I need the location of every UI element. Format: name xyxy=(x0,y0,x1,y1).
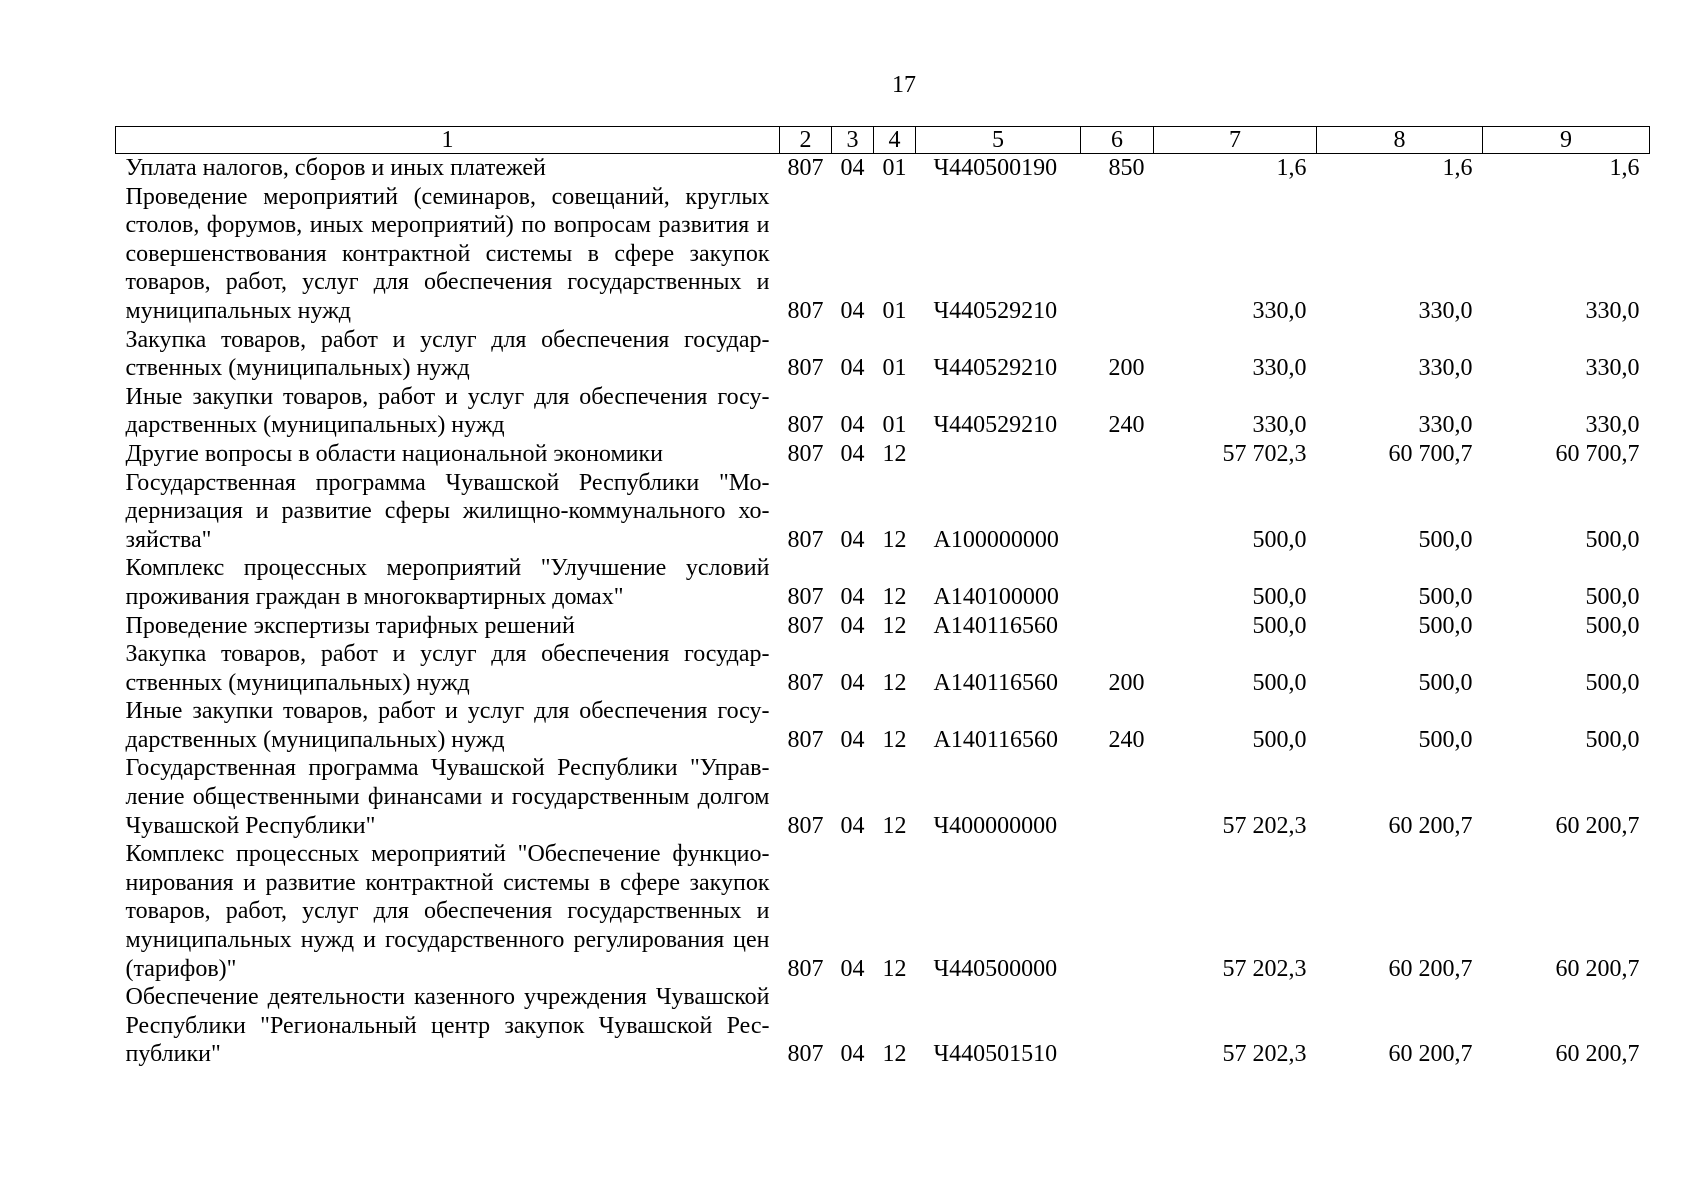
row-name: Уплата налогов, сборов и иных платежей xyxy=(125,155,546,181)
row-amount-col9: 330,0 xyxy=(1585,412,1640,439)
row-amount-col8: 330,0 xyxy=(1418,297,1473,324)
page-number: 17 xyxy=(892,72,916,98)
row-pr-code: 01 xyxy=(882,297,907,324)
row-rz-code: 04 xyxy=(840,355,865,382)
row-gr-code: 807 xyxy=(787,1041,824,1068)
row-target-code xyxy=(916,440,1081,469)
row-pr-code: 12 xyxy=(882,583,907,610)
row-gr-code: 807 xyxy=(787,155,824,181)
column-header: 1 xyxy=(116,127,780,154)
row-amount-col7: 57 202,3 xyxy=(1222,955,1307,982)
row-gr-code: 807 xyxy=(787,726,824,753)
table-row xyxy=(116,840,1650,983)
row-pr-code: 12 xyxy=(882,440,907,467)
row-expense-type-code: 240 xyxy=(1108,726,1145,753)
row-amount-col7: 330,0 xyxy=(1252,355,1307,382)
row-expense-type-code xyxy=(1081,612,1154,641)
row-name: Комплекс процессных мероприятий "Улучшение условий проживания граждан в многоквартирных домах" xyxy=(125,555,770,610)
row-expense-type-code: 200 xyxy=(1108,669,1145,696)
table-row xyxy=(116,183,1650,326)
row-target-code: А140100000 xyxy=(933,583,1059,610)
row-gr-code: 807 xyxy=(787,583,824,610)
row-rz-code: 04 xyxy=(840,297,865,324)
row-expense-type-code xyxy=(1081,840,1154,983)
row-target-code: Ч440501510 xyxy=(933,1041,1058,1068)
row-amount-col9: 500,0 xyxy=(1585,583,1640,610)
row-name: Закупка товаров, работ и услуг для обеспечения государственных (муниципальных) нужд xyxy=(125,641,770,696)
row-expense-type-code xyxy=(1081,754,1154,840)
row-name: Государственная программа Чувашской Республики "Модернизация и развитие сферы жилищно-коммунального хозяйства" xyxy=(125,469,770,553)
table-row xyxy=(116,612,1650,641)
row-rz-code: 04 xyxy=(840,583,865,610)
row-pr-code: 12 xyxy=(882,812,907,839)
row-amount-col8: 500,0 xyxy=(1418,612,1473,639)
row-amount-col8: 60 200,7 xyxy=(1388,1041,1473,1068)
row-gr-code: 807 xyxy=(787,297,824,324)
row-rz-code: 04 xyxy=(840,955,865,982)
row-amount-col7: 57 202,3 xyxy=(1222,1041,1307,1068)
row-name: Закупка товаров, работ и услуг для обеспечения государственных (муниципальных) нужд xyxy=(125,326,770,382)
row-amount-col8: 500,0 xyxy=(1418,726,1473,753)
column-header: 6 xyxy=(1081,127,1154,154)
row-amount-col9: 60 200,7 xyxy=(1555,955,1640,982)
row-expense-type-code xyxy=(1081,469,1154,555)
table-row xyxy=(116,640,1650,697)
row-gr-code: 807 xyxy=(787,526,824,553)
row-gr-code: 807 xyxy=(787,412,824,439)
row-amount-col9: 60 700,7 xyxy=(1555,440,1640,467)
table-row xyxy=(116,154,1650,183)
row-rz-code: 04 xyxy=(840,1041,865,1068)
row-amount-col8: 60 200,7 xyxy=(1388,812,1473,839)
row-rz-code: 04 xyxy=(840,155,865,181)
column-header: 7 xyxy=(1154,127,1317,154)
row-gr-code: 807 xyxy=(787,440,824,467)
row-amount-col9: 60 200,7 xyxy=(1555,812,1640,839)
row-expense-type-code xyxy=(1081,554,1154,611)
table-row xyxy=(116,554,1650,611)
row-name: Государственная программа Чувашской Республики "Управление общественными финансами и государственным долгом Чувашской Республики" xyxy=(125,755,770,839)
row-gr-code: 807 xyxy=(787,812,824,839)
row-amount-col9: 500,0 xyxy=(1585,669,1640,696)
row-name: Комплекс процессных мероприятий "Обеспечение функционирования и развитие контрактной системы в сфере закупок товаров, работ, услуг для обеспечения государственных и муниципальных нужд и государственного регулирования цен (тарифов)" xyxy=(125,841,770,982)
row-amount-col7: 57 202,3 xyxy=(1222,812,1307,839)
row-name: Проведение экспертизы тарифных решений xyxy=(125,612,575,639)
row-amount-col9: 60 200,7 xyxy=(1555,1041,1640,1068)
row-rz-code: 04 xyxy=(840,612,865,639)
row-amount-col7: 500,0 xyxy=(1252,726,1307,753)
row-rz-code: 04 xyxy=(840,526,865,553)
row-rz-code: 04 xyxy=(840,812,865,839)
table-row xyxy=(116,440,1650,469)
row-expense-type-code xyxy=(1081,983,1154,1069)
column-header: 5 xyxy=(916,127,1081,154)
row-pr-code: 12 xyxy=(882,526,907,553)
row-amount-col8: 60 700,7 xyxy=(1388,440,1473,467)
row-amount-col9: 500,0 xyxy=(1585,526,1640,553)
column-header: 8 xyxy=(1317,127,1483,154)
row-target-code: Ч440500190 xyxy=(933,155,1058,181)
row-rz-code: 04 xyxy=(840,726,865,753)
row-amount-col9: 500,0 xyxy=(1585,726,1640,753)
row-amount-col8: 500,0 xyxy=(1418,583,1473,610)
row-expense-type-code: 850 xyxy=(1108,155,1145,181)
row-amount-col8: 500,0 xyxy=(1418,526,1473,553)
row-name: Другие вопросы в области национальной экономики xyxy=(125,440,664,467)
row-amount-col7: 500,0 xyxy=(1252,526,1307,553)
row-pr-code: 12 xyxy=(882,612,907,639)
row-target-code: Ч400000000 xyxy=(933,812,1058,839)
row-amount-col7: 330,0 xyxy=(1252,412,1307,439)
budget-table xyxy=(115,126,1650,1069)
row-amount-col8: 330,0 xyxy=(1418,412,1473,439)
row-target-code: А140116560 xyxy=(933,612,1058,639)
row-pr-code: 12 xyxy=(882,955,907,982)
row-name: Иные закупки товаров, работ и услуг для обеспечения государственных (муниципальных) нужд xyxy=(125,698,770,753)
table-row xyxy=(116,469,1650,555)
row-pr-code: 01 xyxy=(882,355,907,382)
column-header: 4 xyxy=(874,127,916,154)
row-amount-col7: 500,0 xyxy=(1252,612,1307,639)
row-gr-code: 807 xyxy=(787,669,824,696)
row-pr-code: 12 xyxy=(882,726,907,753)
row-amount-col7: 57 702,3 xyxy=(1222,440,1307,467)
row-amount-col9: 500,0 xyxy=(1585,612,1640,639)
row-target-code: Ч440529210 xyxy=(933,297,1058,324)
column-header: 3 xyxy=(832,127,874,154)
row-expense-type-code xyxy=(1081,440,1154,469)
row-amount-col8: 60 200,7 xyxy=(1388,955,1473,982)
row-amount-col8: 500,0 xyxy=(1418,669,1473,696)
row-target-code: Ч440529210 xyxy=(933,412,1058,439)
table-row xyxy=(116,754,1650,840)
row-amount-col7: 1,6 xyxy=(1276,155,1307,181)
row-expense-type-code: 200 xyxy=(1108,355,1145,382)
row-name: Проведение мероприятий (семинаров, совещаний, круглых столов, форумов, иных мероприятий) по вопросам развития и совершенствования контрактной системы в сфере закупок товаров, работ, услуг для обеспечения государственных и муниципальных нужд xyxy=(125,183,770,324)
row-amount-col9: 1,6 xyxy=(1609,155,1640,181)
row-name: Иные закупки товаров, работ и услуг для обеспечения государственных (муниципальных) нужд xyxy=(125,383,770,439)
row-amount-col7: 500,0 xyxy=(1252,583,1307,610)
row-gr-code: 807 xyxy=(787,955,824,982)
row-gr-code: 807 xyxy=(787,355,824,382)
row-target-code: Ч440529210 xyxy=(933,355,1058,382)
row-expense-type-code: 240 xyxy=(1108,412,1145,439)
row-pr-code: 01 xyxy=(882,155,907,181)
row-target-code: Ч440500000 xyxy=(933,955,1058,982)
row-target-code: А100000000 xyxy=(933,526,1059,553)
table-row xyxy=(116,697,1650,754)
row-rz-code: 04 xyxy=(840,669,865,696)
row-name: Обеспечение деятельности казенного учреждения Чувашской Республики "Региональный центр закупок Чувашской Республики" xyxy=(125,984,770,1068)
row-amount-col7: 500,0 xyxy=(1252,669,1307,696)
row-target-code: А140116560 xyxy=(933,726,1058,753)
table-header-row xyxy=(116,127,1650,154)
row-rz-code: 04 xyxy=(840,440,865,467)
column-header: 9 xyxy=(1483,127,1650,154)
row-amount-col9: 330,0 xyxy=(1585,297,1640,324)
table-body xyxy=(116,154,1650,1070)
row-rz-code: 04 xyxy=(840,412,865,439)
table-row xyxy=(116,383,1650,440)
table-row xyxy=(116,983,1650,1069)
row-pr-code: 01 xyxy=(882,412,907,439)
row-amount-col8: 1,6 xyxy=(1442,155,1473,181)
row-gr-code: 807 xyxy=(787,612,824,639)
row-pr-code: 12 xyxy=(882,1041,907,1068)
row-pr-code: 12 xyxy=(882,669,907,696)
column-header: 2 xyxy=(780,127,832,154)
row-target-code: А140116560 xyxy=(933,669,1058,696)
row-expense-type-code xyxy=(1081,183,1154,326)
table-row xyxy=(116,326,1650,383)
row-amount-col8: 330,0 xyxy=(1418,355,1473,382)
row-amount-col7: 330,0 xyxy=(1252,297,1307,324)
row-amount-col9: 330,0 xyxy=(1585,355,1640,382)
